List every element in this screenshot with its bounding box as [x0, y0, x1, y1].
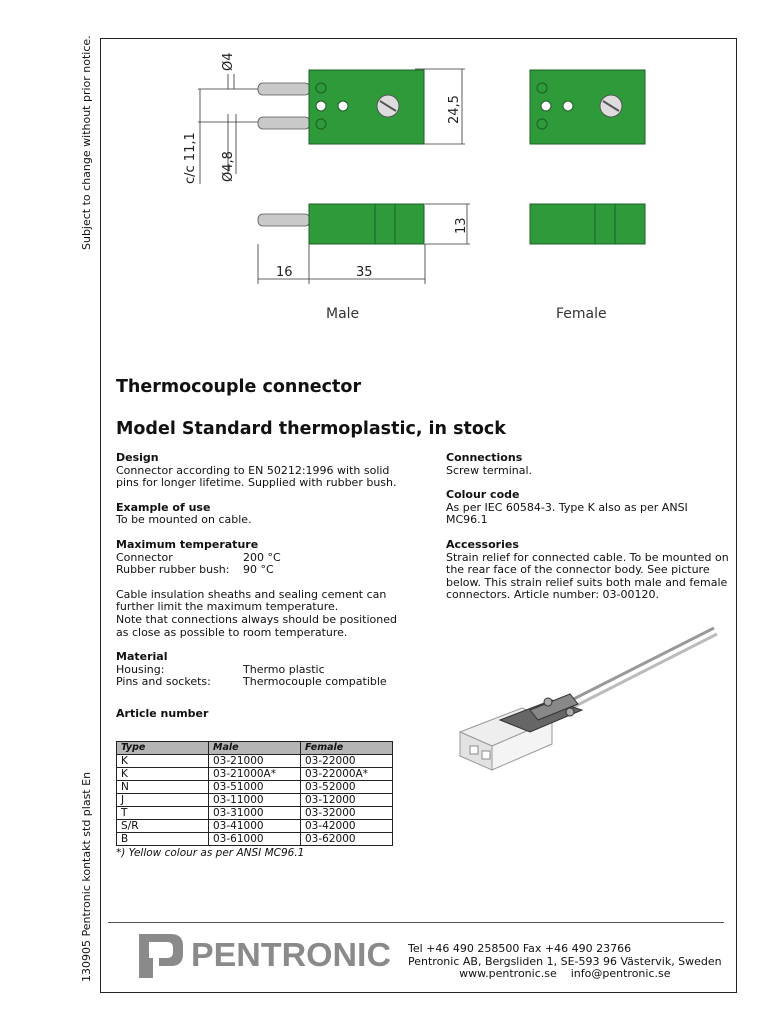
logo-wordmark: PENTRONIC [191, 936, 391, 973]
accessories-text-4: connectors. Article number: 03-00120. [446, 588, 660, 602]
table-cell: 03-62000 [301, 833, 393, 846]
material-key: Pins and sockets: [116, 675, 211, 689]
maxtemp-value: 200 °C [243, 550, 281, 564]
accessories-text-2: the rear face of the connector body. See picture [446, 563, 710, 577]
material-key: Housing: [116, 662, 165, 676]
contact-address: Pentronic AB, Bergsliden 1, SE-593 96 Västervik, Sweden [408, 954, 722, 968]
example-section [116, 502, 436, 527]
table-row [117, 768, 393, 781]
table-cell: 03-21000A* [209, 768, 301, 781]
table-header-female: Female [301, 742, 393, 755]
label-male: Male [326, 306, 360, 322]
maxtemp-heading: Maximum temperature [116, 537, 259, 551]
side-note-disclaimer: Subject to change without prior notice. [80, 35, 93, 250]
material-row [116, 676, 436, 689]
maxtemp-key: Rubber rubber bush: [116, 563, 230, 577]
colour-text-1: As per IEC 60584-3. Type K also as per ANSI [446, 500, 688, 514]
maxtemp-section [116, 539, 436, 639]
article-table [116, 741, 393, 846]
design-heading: Design [116, 451, 159, 464]
page-subtitle: Model Standard thermoplastic, in stock [116, 419, 506, 439]
table-row [117, 820, 393, 833]
table-row [117, 781, 393, 794]
colour-text-2: MC96.1 [446, 513, 488, 527]
table-cell: B [117, 833, 209, 846]
footer-contact [408, 943, 722, 981]
table-cell: 03-41000 [209, 820, 301, 833]
dim-body-length: 35 [356, 265, 373, 280]
email-link[interactable]: info@pentronic.se [570, 967, 671, 981]
dim-pin-length: 16 [276, 265, 293, 280]
table-cell: J [117, 794, 209, 807]
dim-height: 24,5 [447, 95, 462, 124]
table-cell: 03-42000 [301, 820, 393, 833]
colour-section [446, 489, 736, 527]
label-female: Female [556, 306, 607, 322]
table-row [117, 833, 393, 846]
table-cell: 03-21000 [209, 755, 301, 768]
left-column [116, 452, 436, 721]
table-header-type: Type [117, 742, 209, 755]
table-cell: 03-12000 [301, 794, 393, 807]
table-cell: K [117, 755, 209, 768]
table-cell: 03-22000 [301, 755, 393, 768]
connections-heading: Connections [446, 451, 523, 464]
table-cell: 03-32000 [301, 807, 393, 820]
table-row [117, 755, 393, 768]
accessories-heading: Accessories [446, 537, 519, 551]
table-cell: 03-51000 [209, 781, 301, 794]
table-cell: N [117, 781, 209, 794]
connections-text: Screw terminal. [446, 463, 533, 477]
material-section [116, 651, 436, 689]
contact-phone: Tel +46 490 258500 Fax +46 490 23766 [408, 942, 632, 955]
table-cell: 03-52000 [301, 781, 393, 794]
material-value: Thermocouple compatible [243, 675, 387, 689]
side-note-document-id: 130905 Pentronic kontakt std plast En [80, 771, 93, 982]
maxtemp-key: Connector [116, 550, 173, 564]
example-heading: Example of use [116, 500, 211, 514]
maxtemp-note-2: further limit the maximum temperature. [116, 600, 339, 614]
maxtemp-note-4: as close as possible to room temperature. [116, 625, 348, 639]
maxtemp-note-1: Cable insulation sheaths and sealing cement can [116, 587, 387, 601]
material-value: Thermo plastic [243, 662, 325, 676]
design-section [116, 452, 436, 490]
table-row [117, 794, 393, 807]
strain-relief-photo [452, 620, 722, 790]
dim-pin-diameter: Ø4 [221, 52, 236, 71]
example-text: To be mounted on cable. [116, 513, 252, 527]
accessories-text-3: below. This strain relief suits both male and female [446, 575, 728, 589]
table-cell: 03-11000 [209, 794, 301, 807]
accessories-text-1: Strain relief for connected cable. To be mounted on [446, 550, 729, 564]
design-text-1: Connector according to EN 50212:1996 with solid [116, 463, 390, 477]
article-heading: Article number [116, 706, 209, 720]
page-title: Thermocouple connector [116, 377, 362, 397]
dim-center-distance: c/c 11,1 [183, 132, 198, 184]
table-cell: T [117, 807, 209, 820]
maxtemp-row [116, 564, 436, 577]
connections-section [446, 452, 736, 477]
table-header-male: Male [209, 742, 301, 755]
table-cell: 03-31000 [209, 807, 301, 820]
table-header-row [117, 742, 393, 755]
right-column [446, 452, 736, 602]
table-cell: K [117, 768, 209, 781]
table-footnote: *) Yellow colour as per ANSI MC96.1 [116, 847, 305, 859]
maxtemp-value: 90 °C [243, 563, 274, 577]
pentronic-logo [137, 932, 397, 980]
dim-pin-diameter-large: Ø4,8 [221, 151, 236, 182]
footer-divider [108, 922, 724, 923]
colour-heading: Colour code [446, 488, 520, 502]
table-cell: S/R [117, 820, 209, 833]
design-text-2: pins for longer lifetime. Supplied with rubber bush. [116, 476, 397, 490]
table-row [117, 807, 393, 820]
accessories-section [446, 539, 736, 602]
table-cell: 03-61000 [209, 833, 301, 846]
website-link[interactable]: www.pentronic.se [459, 967, 557, 981]
maxtemp-note-3: Note that connections always should be positioned [116, 612, 397, 626]
table-cell: 03-22000A* [301, 768, 393, 781]
dim-thickness: 13 [454, 217, 469, 234]
connector-drawing [170, 44, 660, 326]
material-heading: Material [116, 650, 168, 664]
